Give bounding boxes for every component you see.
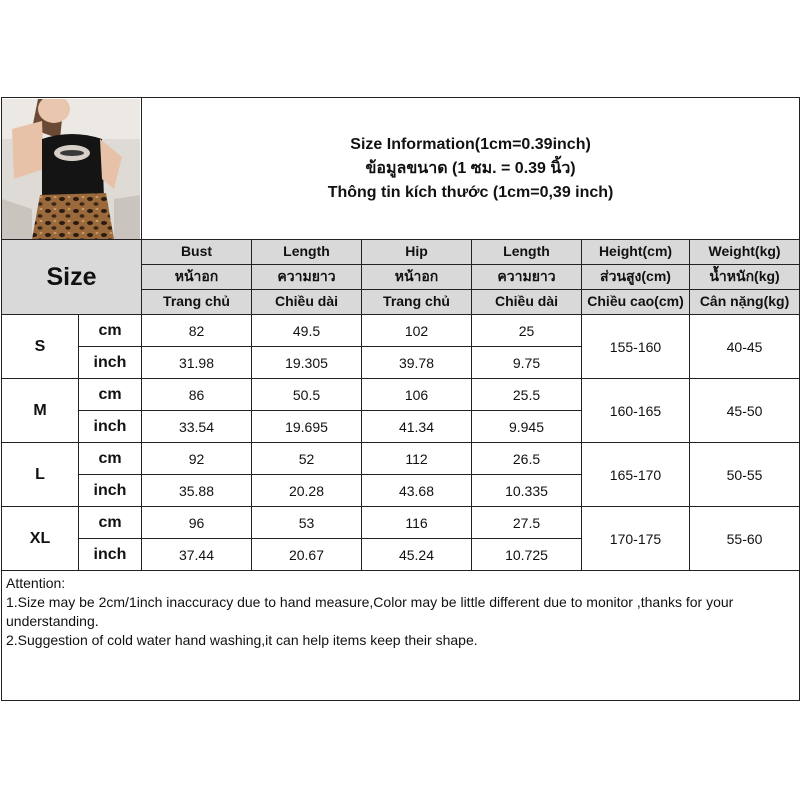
measurement-value: 26.5 [472, 443, 582, 475]
unit-label: cm [79, 315, 142, 347]
measurement-value: 10.335 [472, 475, 582, 507]
column-header-en: Hip [362, 240, 472, 265]
weight-range: 45-50 [690, 379, 800, 443]
measurement-value: 39.78 [362, 347, 472, 379]
height-range: 165-170 [582, 443, 690, 507]
chart-title-vi: Thông tin kích thước (1cm=0,39 inch) [327, 183, 614, 201]
measurement-value: 116 [362, 507, 472, 539]
measurement-value: 35.88 [142, 475, 252, 507]
column-header-en: Bust [142, 240, 252, 265]
size-label: L [2, 443, 79, 507]
measurement-value: 43.68 [362, 475, 472, 507]
measurement-value: 96 [142, 507, 252, 539]
unit-label: inch [79, 539, 142, 571]
table-row [2, 379, 800, 411]
measurement-value: 86 [142, 379, 252, 411]
unit-label: cm [79, 379, 142, 411]
measurement-value: 41.34 [362, 411, 472, 443]
measurement-value: 106 [362, 379, 472, 411]
measurement-value: 33.54 [142, 411, 252, 443]
unit-label: inch [79, 475, 142, 507]
measurement-value: 10.725 [472, 539, 582, 571]
height-range: 155-160 [582, 315, 690, 379]
weight-range: 55-60 [690, 507, 800, 571]
product-photo-image [2, 99, 140, 239]
height-range: 160-165 [582, 379, 690, 443]
column-header-en: Height(cm) [582, 240, 690, 265]
measurement-value: 37.44 [142, 539, 252, 571]
column-header-vi: Chiều dài [472, 290, 582, 315]
column-header-th: ความยาว [472, 265, 582, 290]
measurement-value: 112 [362, 443, 472, 475]
column-header-row-en [2, 240, 800, 265]
size-header: Size [2, 240, 142, 315]
measurement-value: 9.945 [472, 411, 582, 443]
measurement-value: 19.305 [252, 347, 362, 379]
column-header-en: Weight(kg) [690, 240, 800, 265]
column-header-vi: Trang chủ [142, 290, 252, 315]
size-label: XL [2, 507, 79, 571]
size-label: S [2, 315, 79, 379]
unit-label: cm [79, 507, 142, 539]
size-table [1, 97, 800, 701]
column-header-vi: Cân nặng(kg) [690, 290, 800, 315]
column-header-th: ความยาว [252, 265, 362, 290]
column-header-en: Length [252, 240, 362, 265]
column-header-vi: Chiều cao(cm) [582, 290, 690, 315]
measurement-value: 20.67 [252, 539, 362, 571]
measurement-value: 92 [142, 443, 252, 475]
measurement-value: 19.695 [252, 411, 362, 443]
weight-range: 40-45 [690, 315, 800, 379]
column-header-en: Length [472, 240, 582, 265]
attention-heading: Attention: [6, 575, 66, 591]
header-title-row [2, 98, 800, 240]
size-chart [1, 97, 799, 701]
unit-label: cm [79, 443, 142, 475]
measurement-value: 50.5 [252, 379, 362, 411]
chart-title-th: ข้อมูลขนาด (1 ซม. = 0.39 นิ้ว) [365, 159, 576, 177]
weight-range: 50-55 [690, 443, 800, 507]
chart-title [142, 98, 800, 240]
attention-row [2, 571, 800, 701]
size-table-body [2, 98, 800, 701]
product-photo [2, 98, 142, 240]
measurement-value: 25 [472, 315, 582, 347]
attention-line1: 1.Size may be 2cm/1inch inaccuracy due to hand measure,Color may be little different due to monitor ,thanks for your understanding. [6, 594, 734, 629]
measurement-value: 31.98 [142, 347, 252, 379]
measurement-value: 53 [252, 507, 362, 539]
measurement-value: 49.5 [252, 315, 362, 347]
column-header-th: หน้าอก [362, 265, 472, 290]
unit-label: inch [79, 411, 142, 443]
column-header-th: หน้าอก [142, 265, 252, 290]
column-header-vi: Chiều dài [252, 290, 362, 315]
table-row [2, 315, 800, 347]
measurement-value: 25.5 [472, 379, 582, 411]
attention-notes [2, 571, 800, 701]
measurement-value: 27.5 [472, 507, 582, 539]
column-header-vi: Trang chủ [362, 290, 472, 315]
measurement-value: 82 [142, 315, 252, 347]
measurement-value: 45.24 [362, 539, 472, 571]
chart-title-en: Size Information(1cm=0.39inch) [350, 135, 591, 153]
measurement-value: 102 [362, 315, 472, 347]
table-row [2, 443, 800, 475]
measurement-value: 9.75 [472, 347, 582, 379]
height-range: 170-175 [582, 507, 690, 571]
column-header-th: น้ำหนัก(kg) [690, 265, 800, 290]
measurement-value: 20.28 [252, 475, 362, 507]
measurement-value: 52 [252, 443, 362, 475]
attention-line2: 2.Suggestion of cold water hand washing,it can help items keep their shape. [6, 632, 478, 648]
size-label: M [2, 379, 79, 443]
unit-label: inch [79, 347, 142, 379]
table-row [2, 507, 800, 539]
column-header-th: ส่วนสูง(cm) [582, 265, 690, 290]
